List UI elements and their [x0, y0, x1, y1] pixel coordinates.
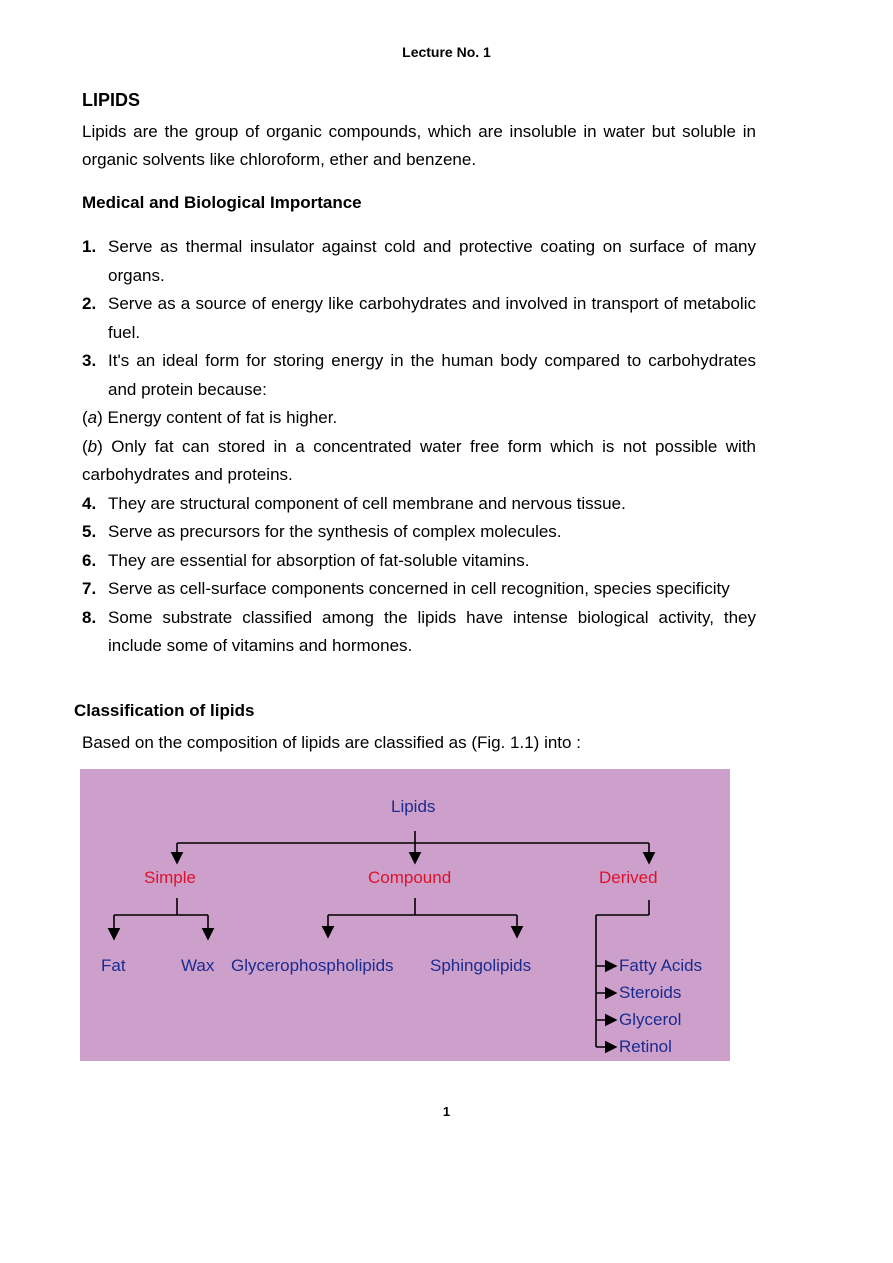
list-item: 4. They are structural component of cell membrane and nervous tissue.: [82, 493, 626, 513]
list-item: 8. Some substrate classified among the lipids have intense biological activity, they include some of vitamins and hormones.: [82, 607, 756, 655]
node-compound: Compound: [368, 868, 452, 887]
node-sphingolipids: Sphingolipids: [430, 956, 532, 975]
intro-paragraph: Lipids are the group of organic compounds, which are insoluble in water but soluble in organic solvents like chloroform, ether and benzene.: [82, 122, 756, 169]
list-item: 2. Serve as a source of energy like carbohydrates and involved in transport of metabolic fuel.: [82, 294, 756, 342]
list-item: 5. Serve as precursors for the synthesis of complex molecules.: [82, 522, 562, 541]
node-fat: Fat: [101, 956, 126, 975]
node-simple: Simple: [144, 868, 196, 887]
lipid-classification-diagram: [80, 769, 730, 1061]
list-subitem: (b) Only fat can stored in a concentrated water free form which is not possible with carbohydrates and proteins.: [82, 436, 756, 484]
classification-heading: Classification of lipids: [74, 701, 255, 720]
list-item: 1. Serve as thermal insulator against cold and protective coating on surface of many organs.: [82, 237, 756, 285]
node-wax: Wax: [181, 956, 215, 975]
importance-list: [82, 233, 756, 661]
importance-heading: Medical and Biological Importance: [82, 193, 362, 212]
list-item: 6. They are essential for absorption of fat-soluble vitamins.: [82, 550, 530, 570]
lecture-header: Lecture No. 1: [402, 44, 491, 60]
list-item: 3. It's an ideal form for storing energy in the human body compared to carbohydrates and protein because:: [82, 351, 756, 399]
node-glycerol: Glycerol: [619, 1010, 682, 1029]
list-item: 7. Serve as cell-surface components concerned in cell recognition, species specificity: [82, 579, 730, 598]
node-derived: Derived: [599, 868, 658, 887]
section-title: LIPIDS: [82, 90, 141, 110]
classification-intro: Based on the composition of lipids are classified as (Fig. 1.1) into :: [82, 733, 581, 752]
list-subitem: (a) Energy content of fat is higher.: [82, 408, 338, 427]
node-fatty-acids: Fatty Acids: [619, 956, 703, 975]
node-lipids: Lipids: [391, 797, 436, 816]
node-glycerophospholipids: Glycerophospholipids: [231, 956, 394, 975]
node-retinol: Retinol: [619, 1037, 672, 1056]
page-number: 1: [442, 1104, 451, 1119]
node-steroids: Steroids: [619, 983, 682, 1002]
